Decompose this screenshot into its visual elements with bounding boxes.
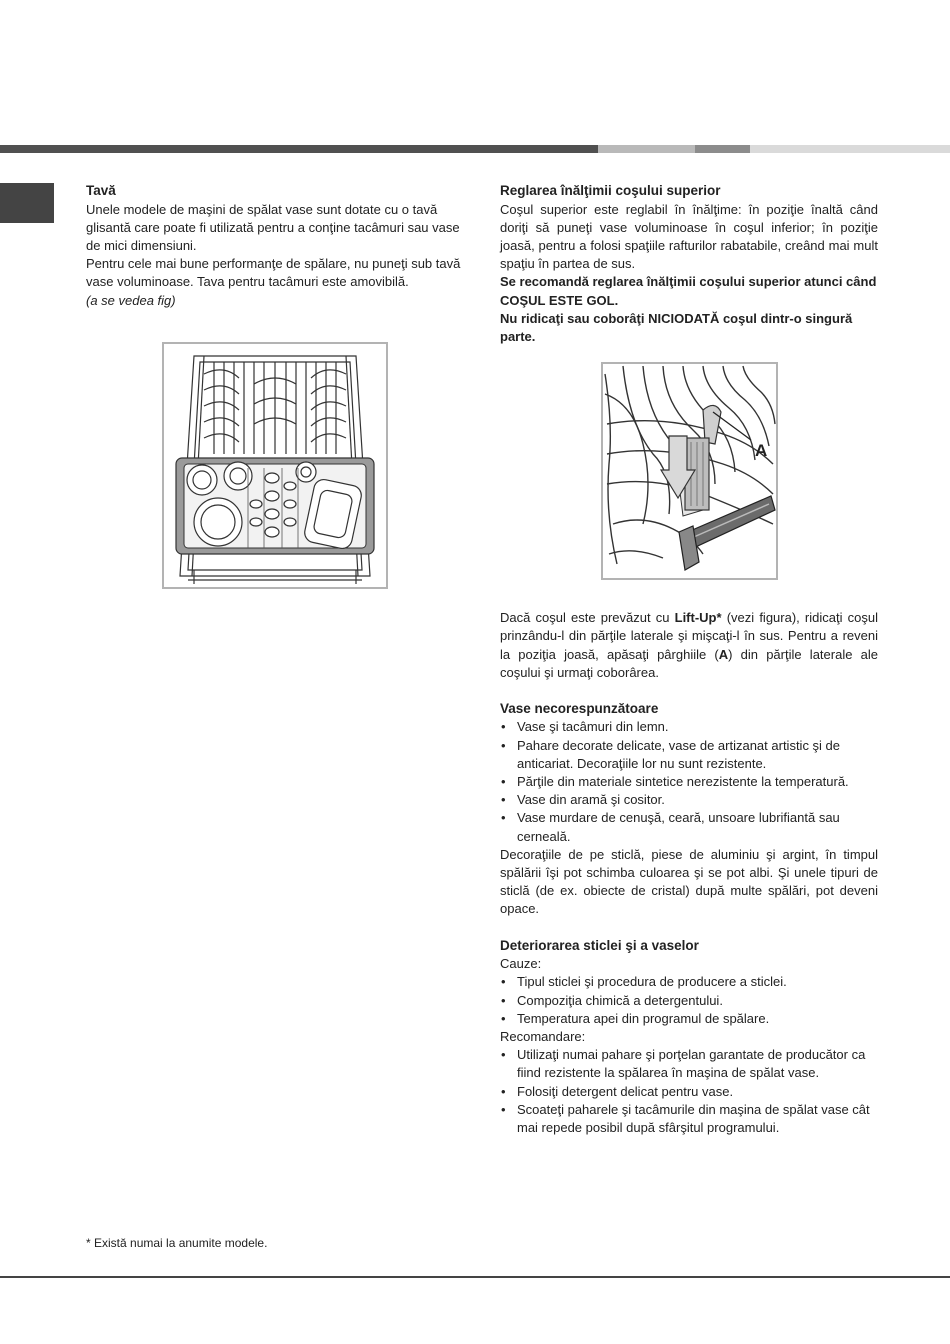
list-item: • Vase murdare de cenuşă, ceară, unsoare lubrifiantă sau cerneală.: [500, 809, 878, 845]
list-item: • Temperatura apei din programul de spălare.: [500, 1010, 878, 1028]
liftup-illustration: [603, 364, 776, 578]
tray-paragraph-2: Pentru cele mai bune performanţe de spălare, nu puneţi sub tavă vase voluminoase. Tava pentru tacâmuri este amovibilă.: [86, 256, 461, 290]
footnote: * Există numai la anumite modele.: [86, 1236, 268, 1250]
tray-paragraph-1: Unele modele de maşini de spălat vase sunt dotate cu o tavă glisantă care poate fi utilizată pentru a conţine tacâmuri sau vase de mici dimensiuni.: [86, 201, 460, 253]
list-item: • Folosiţi detergent delicat pentru vase.: [500, 1083, 878, 1101]
recommendation-list: [500, 1046, 878, 1137]
causes-list: [500, 973, 878, 1028]
section-tab: [0, 183, 54, 223]
basket-height-paragraph: Coşul superior este reglabil în înălţime: în poziţie înaltă când doriţi să puneţi vase voluminoase în coşul inferior; în poziţie joasă, pentru a folosi spaţiile rafturilor rabatabile, creând mai mult spaţiu în partea de sus.: [500, 201, 878, 272]
liftup-figure: [601, 362, 778, 580]
basket-height-title: Reglarea înălţimii coşului superior: [500, 183, 721, 198]
left-column: [86, 182, 464, 310]
basket-warning-1: Se recomandă reglarea înălţimii coşului superior atunci când COŞUL ESTE GOL.: [500, 274, 877, 308]
tray-see-figure: (a se vedea fig): [86, 292, 176, 308]
header-bar-mid: [695, 145, 750, 153]
decorations-paragraph: Decoraţiile de pe sticlă, piese de aluminiu şi argint, în timpul spălării îşi pot schimba culoarea şi se pot albi. Şi unele tipuri de sticlă (de ex. obiecte de cristal) după multe spălări, pot deveni opace.: [500, 846, 878, 917]
list-item: • Pahare decorate delicate, vase de artizanat artistic şi de anticariat. Decoraţiile lor nu sunt rezistente.: [500, 737, 878, 773]
damage-title: Deteriorarea sticlei şi a vaselor: [500, 937, 699, 953]
basket-warning-2: Nu ridicaţi sau coborâţi NICIODATĂ coşul dintr-o singură parte.: [500, 310, 853, 344]
list-item: • Părţile din materiale sintetice nerezistente la temperatură.: [500, 773, 878, 791]
bottom-rule: [0, 1276, 950, 1278]
basket-illustration: [164, 344, 386, 587]
liftup-term: Lift-Up*: [674, 610, 722, 626]
list-item: • Vase din aramă şi cositor.: [500, 791, 878, 809]
tray-figure: [162, 342, 388, 589]
header-bar-light: [598, 145, 695, 153]
unsuitable-list: [500, 718, 878, 845]
list-item: • Utilizaţi numai pahare şi porţelan garantate de producător ca fiind rezistente la spălarea în maşina de spălat vase.: [500, 1046, 878, 1082]
tray-title: Tavă: [86, 183, 116, 198]
recommendation-label: Recomandare:: [500, 1028, 586, 1044]
header-bar-pale: [750, 145, 950, 153]
list-item: • Tipul sticlei şi procedura de producere a sticlei.: [500, 973, 878, 991]
header-bar-dark: [0, 145, 598, 153]
list-item: • Compoziţia chimică a detergentului.: [500, 992, 878, 1010]
lever-label: A: [755, 441, 768, 460]
causes-label: Cauze:: [500, 956, 542, 972]
liftup-paragraph: Dacă coşul este prevăzut cu Lift-Up* (vezi figura), ridicaţi coşul prinzându-l din părţile laterale şi mişcaţi-l în sus. Pentru a reveni la poziţia joasă, apăsaţi pârghiile (A) din părţile laterale ale coşului şi urmaţi coborârea.: [500, 610, 878, 680]
right-column: [500, 182, 878, 1137]
list-item: • Vase şi tacâmuri din lemn.: [500, 718, 878, 736]
lever-label-ref: A: [718, 646, 729, 662]
list-item: • Scoateţi paharele şi tacâmurile din maşina de spălat vase cât mai repede posibil după sfârşitul programului.: [500, 1101, 878, 1137]
unsuitable-title: Vase necorespunzătoare: [500, 700, 659, 716]
